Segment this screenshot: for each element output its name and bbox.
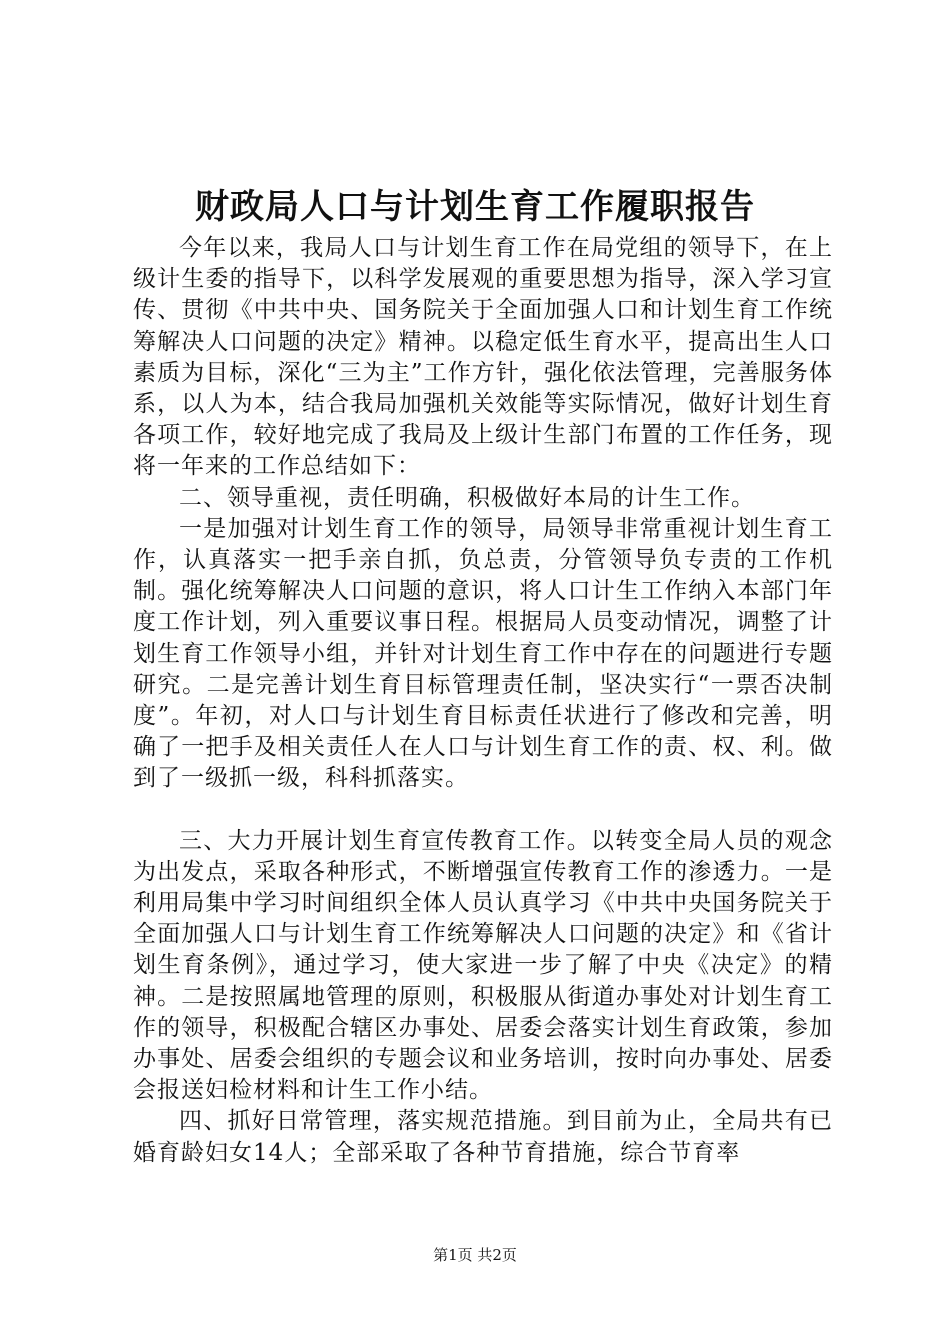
paragraph-intro: 今年以来，我局人口与计划生育工作在局党组的领导下，在上级计生委的指导下，以科学发展观的重要思想为指导，深入学习宣传、贯彻《中共中央、国务院关于全面加强人口和计划生育工作统筹解决人口问题的决定》精神。以稳定低生育水平，提高出生人口素质为目标，深化“三为主”工作方针，强化依法管理，完善服务体系，以人为本，结合我局加强机关效能等实际情况，做好计划生育各项工作，较好地完成了我局及上级计生部门布置的工作任务，现将一年来的工作总结如下： [133, 235, 833, 480]
paragraph-section-2-body: 一是加强对计划生育工作的领导，局领导非常重视计划生育工作，认真落实一把手亲自抓，负总责，分管领导负专责的工作机制。强化统筹解决人口问题的意识，将人口计生工作纳入本部门年度工作计划，列入重要议事日程。根据局人员变动情况，调整了计划生育工作领导小组，并针对计划生育工作中存在的问题进行专题研究。二是完善计划生育目标管理责任制，坚决实行“一票否决制度”。年初，对人口与计划生育目标责任状进行了修改和完善，明确了一把手及相关责任人在人口与计划生育工作的责、权、利。做到了一级抓一级，科科抓落实。 [133, 515, 833, 792]
page-number-footer: 第1页 共2页 [433, 1246, 517, 1264]
document-title: 财政局人口与计划生育工作履职报告 [195, 187, 755, 227]
document-body [133, 233, 833, 1169]
paragraph-section-3: 三、大力开展计划生育宣传教育工作。以转变全局人员的观念为出发点，采取各种形式，不断增强宣传教育工作的渗透力。一是利用局集中学习时间组织全体人员认真学习《中共中央国务院关于全面加强人口与计划生育工作统筹解决人口问题的决定》和《省计划生育条例》，通过学习，使大家进一步了解了中央《决定》的精神。二是按照属地管理的原则，积极服从街道办事处对计划生育工作的领导，积极配合辖区办事处、居委会落实计划生育政策，参加办事处、居委会组织的专题会议和业务培训，按时向办事处、居委会报送妇检材料和计生工作小结。 [133, 827, 833, 1104]
paragraph-section-4: 四、抓好日常管理，落实规范措施。到目前为止，全局共有已婚育龄妇女14人；全部采取了各种节育措施，综合节育率 [133, 1108, 833, 1166]
paragraph-section-2-heading: 二、领导重视，责任明确，积极做好本局的计生工作。 [179, 484, 755, 511]
